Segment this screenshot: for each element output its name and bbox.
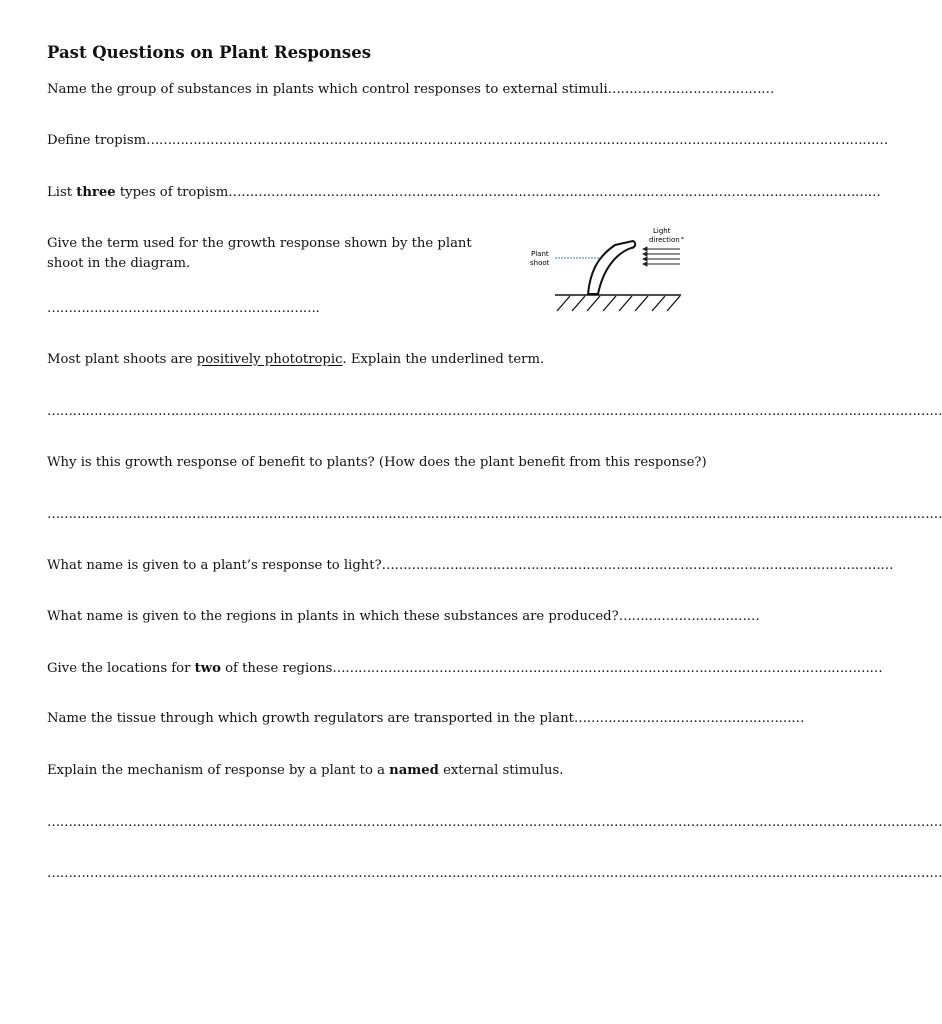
question-text: What name is given to a plant’s response to light?	[47, 558, 382, 573]
question-text: Explain the mechanism of response by a plant to a	[47, 763, 390, 778]
question-text: types of tropism	[115, 185, 229, 200]
light-arrows	[643, 247, 680, 266]
question-benefit: Why is this growth response of benefit to plants? (How does the plant benefit from this response?)	[47, 455, 707, 470]
question-text: Most plant shoots are	[47, 352, 197, 367]
question-transport-tissue	[47, 710, 805, 728]
question-text: Define tropism	[47, 133, 147, 148]
question-text: Name the tissue through which growth regulators are transported in the plant	[47, 711, 574, 726]
answer-line[interactable]: …………………………………………………………………………………………………………………………………………………………………………………………	[47, 404, 942, 419]
shoot-label-line2: shoot	[530, 259, 550, 267]
question-substances	[47, 81, 774, 99]
question-text: of these regions	[220, 661, 333, 676]
answer-line[interactable]: ……………………………………………………….	[47, 301, 320, 316]
answer-line[interactable]: …………………………………………………………………………………………………………………………………………………………………………………………	[47, 866, 942, 881]
answer-line[interactable]: …………………………………………………………………………………………………………………………………………………………………………………………	[47, 815, 942, 830]
question-text: List	[47, 185, 77, 200]
underlined-term: positively phototropic	[196, 352, 343, 367]
question-growth-term-line1: Give the term used for the growth response shown by the plant	[47, 236, 472, 251]
question-list-tropisms	[47, 184, 881, 202]
question-production-regions	[47, 608, 760, 626]
answer-dots[interactable]: ………………………………………………	[573, 711, 805, 726]
question-text: Name the group of substances in plants which control responses to external stimuli	[47, 82, 608, 97]
page-title: Past Questions on Plant Responses	[47, 43, 371, 62]
plant-shoot-diagram	[525, 222, 695, 317]
answer-dots[interactable]: …………………………………	[607, 82, 774, 97]
question-positive-phototropism	[47, 351, 719, 369]
question-region-locations	[47, 660, 883, 678]
shoot-shape	[588, 241, 635, 294]
ground-hatching	[557, 296, 680, 311]
question-growth-term-line2: shoot in the diagram.	[47, 256, 191, 271]
answer-dots[interactable]: ……………………………	[618, 609, 760, 624]
emphasis-text: two	[194, 661, 221, 676]
emphasis-text: three	[76, 185, 116, 200]
question-text: What name is given to the regions in plants in which these substances are produced?	[47, 609, 619, 624]
question-define-tropism	[47, 132, 888, 150]
question-text: external stimulus.	[438, 763, 564, 778]
question-response-mechanism	[47, 762, 719, 780]
asterisk-mark: *	[681, 236, 684, 243]
question-response-to-light	[47, 557, 894, 575]
light-label-line2: direction	[649, 236, 680, 244]
question-text: . Explain the underlined term.	[342, 352, 545, 367]
answer-dots[interactable]: …………………………………………………………………………………………………………	[381, 558, 894, 573]
answer-line[interactable]: …………………………………………………………………………………………………………………………………………………………………………………………	[47, 507, 942, 522]
shoot-label-line1: Plant	[531, 250, 549, 258]
emphasis-text: named	[389, 763, 439, 778]
answer-dots[interactable]: …………………………………………………………………………………………………………………	[332, 661, 883, 676]
question-text: Give the locations for	[47, 661, 195, 676]
answer-dots[interactable]: …………………………………………………………………………………………………………………………………………………………	[146, 133, 888, 148]
answer-dots[interactable]: ………………………………………………………………………………………………………………………………………	[228, 185, 881, 200]
light-label-line1: Light	[653, 227, 671, 235]
